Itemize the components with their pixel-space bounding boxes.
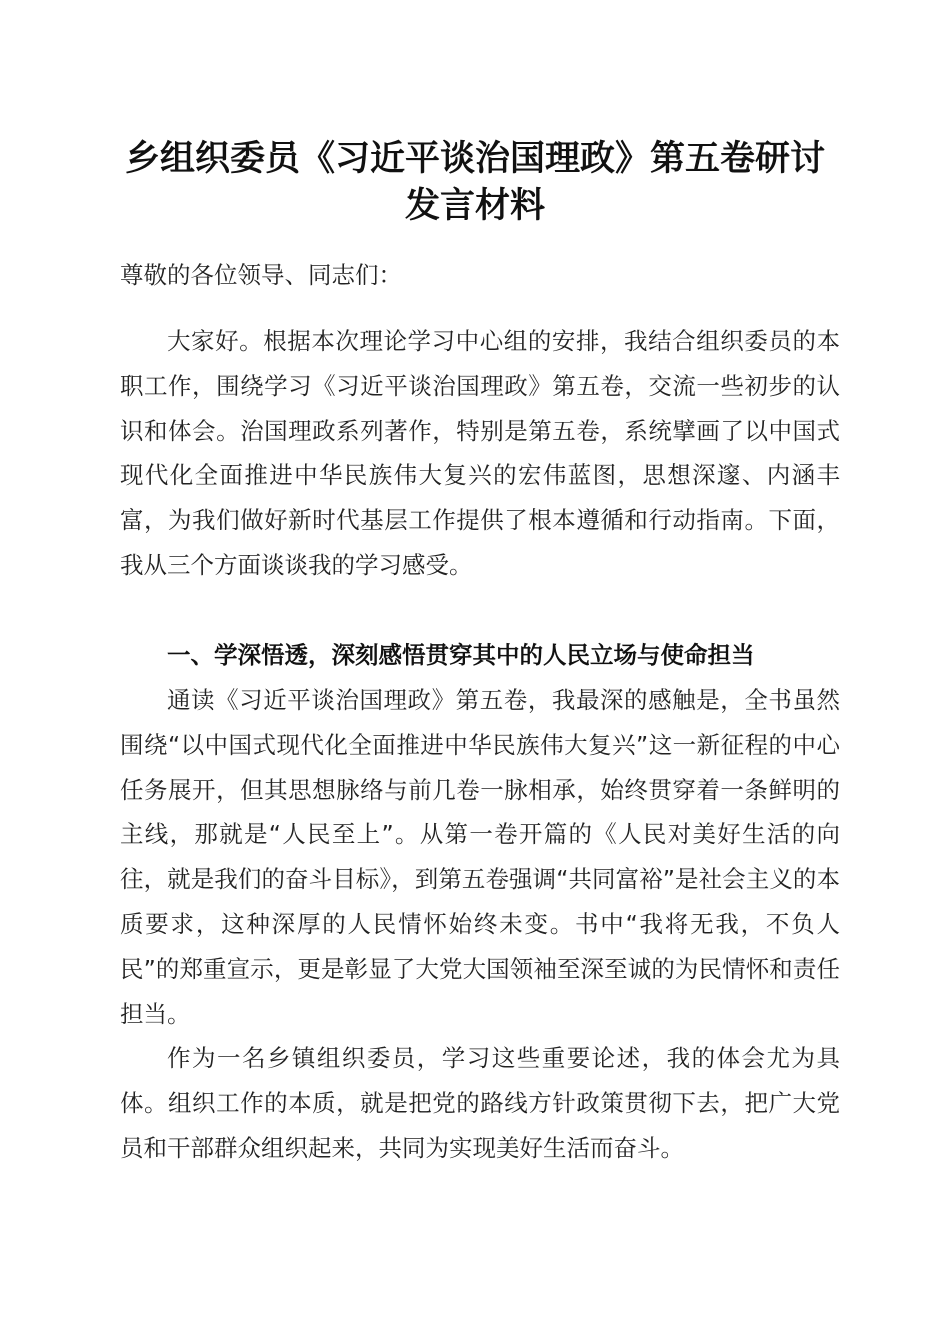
paragraph-intro: 大家好。根据本次理论学习中心组的安排，我结合组织委员的本职工作，围绕学习《习近平谈治国理政》第五卷，交流一些初步的认识和体会。治国理政系列著作，特别是第五卷，系统擘画了以中国式现代化全面推进中华民族伟大复兴的宏伟蓝图，思想深邃、内涵丰富，为我们做好新时代基层工作提供了根本遵循和行动指南。下面，我从三个方面谈谈我的学习感受。 — [120, 327, 840, 579]
document-title-line-1: 乡组织委员《习近平谈治国理政》第五卷研讨 — [124, 138, 825, 179]
salutation: 尊敬的各位领导、同志们： — [120, 261, 402, 289]
section-heading-1: 一、学深悟透，深刻感悟贯穿其中的人民立场与使命担当 — [167, 641, 755, 669]
paragraph-section1-body: 通读《习近平谈治国理政》第五卷，我最深的感触是，全书虽然围绕“以中国式现代化全面推进中华民族伟大复兴”这一新征程的中心任务展开，但其思想脉络与前几卷一脉相承，始终贯穿着一条鲜明的主线，那就是“人民至上”。从第一卷开篇的《人民对美好生活的向往，就是我们的奋斗目标》，到第五卷强调“共同富裕”是社会主义的本质要求，这种深厚的人民情怀始终未变。书中“我将无我，不负人民”的郑重宣示，更是彰显了大党大国领袖至深至诚的为民情怀和责任担当。 — [120, 686, 840, 1028]
paragraph-organizer-reflection: 作为一名乡镇组织委员，学习这些重要论述，我的体会尤为具体。组织工作的本质，就是把党的路线方针政策贯彻下去，把广大党员和干部群众组织起来，共同为实现美好生活而奋斗。 — [120, 1044, 840, 1162]
document-title-line-2: 发言材料 — [404, 185, 545, 226]
